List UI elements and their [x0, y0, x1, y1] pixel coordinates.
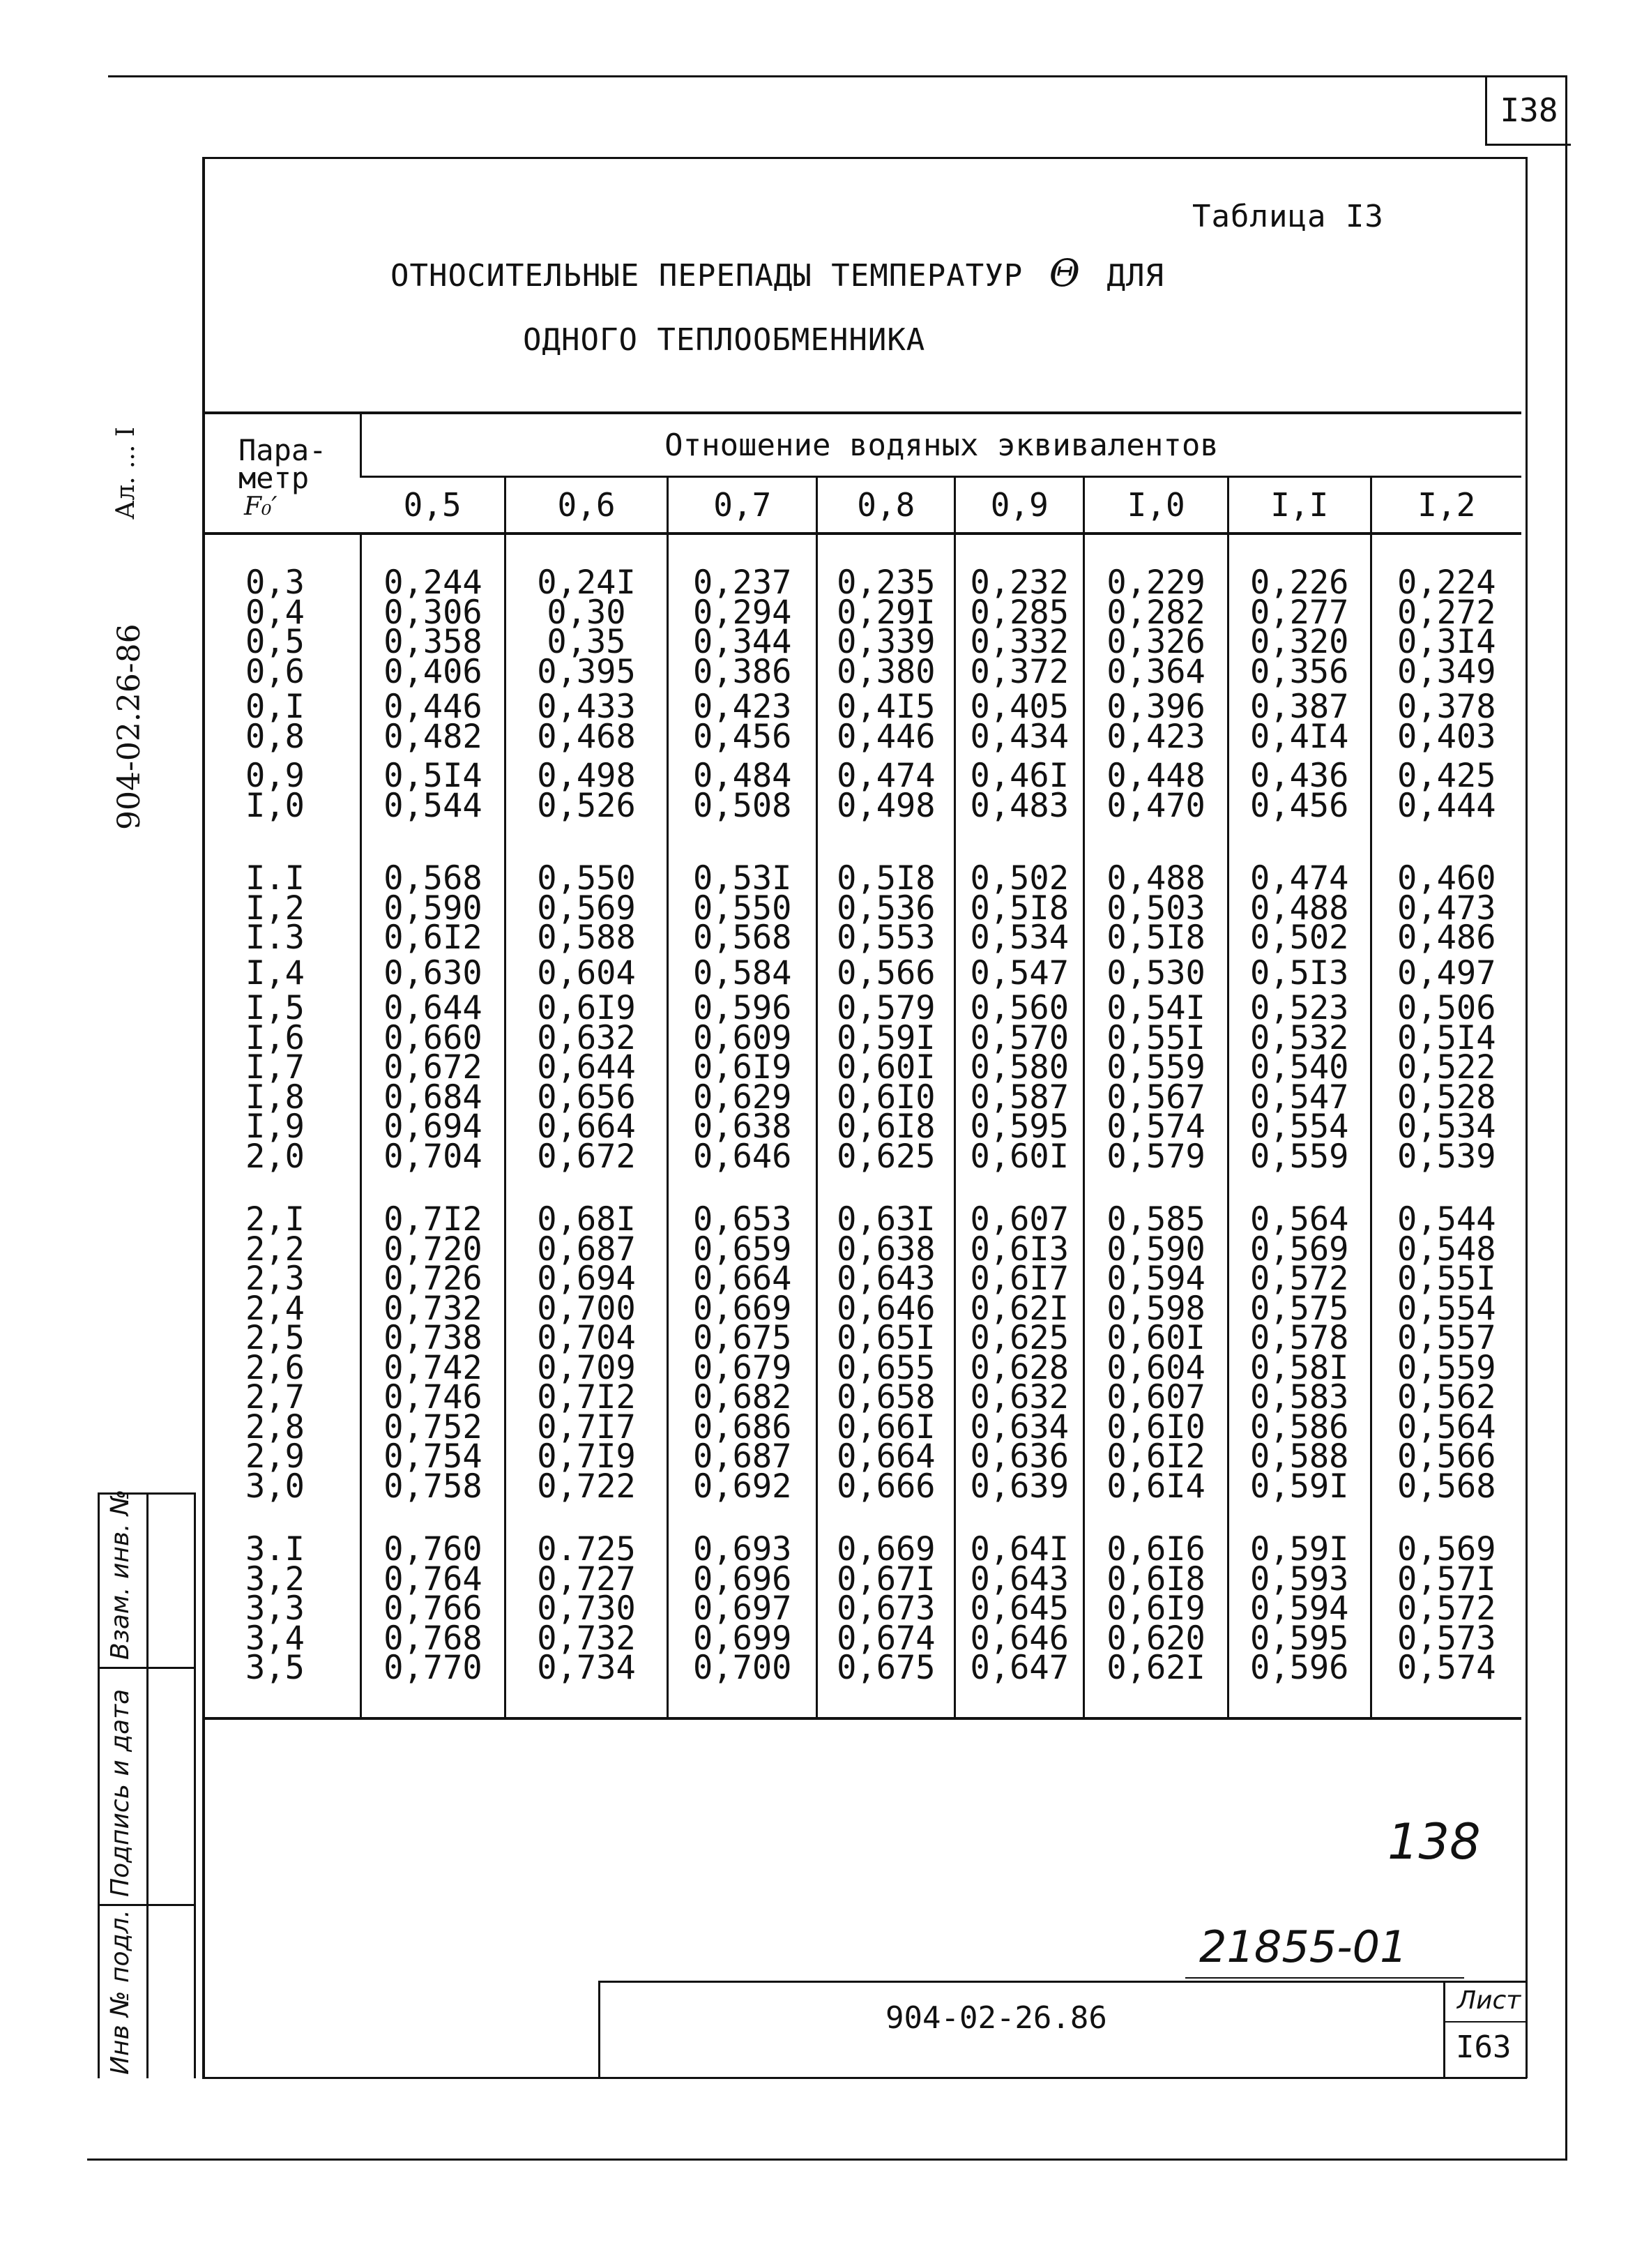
table-cell-values: 0,568 0,590 0,6I2 — [360, 821, 505, 953]
param-values: I.I I,2 I.3 — [245, 859, 305, 957]
column-header: 0,7 — [668, 477, 817, 534]
table-cell-values: 0,5I8 0,536 0,553 — [817, 821, 955, 953]
table-row-group — [204, 752, 1521, 821]
table-cell-values: 0,68I 0,687 0,694 0,700 0,704 0,709 0,7I2 0,7I7 0,7I9 0,722 — [505, 1172, 668, 1502]
table-cell-values: 0,5I4 0,544 — [360, 752, 505, 821]
spacer-cell — [817, 1684, 955, 1718]
margin-stamp-h2 — [98, 1904, 195, 1906]
table-cell-values: 0,24I 0,30 0,35 0,395 — [505, 534, 668, 687]
param-symbol: F₀′ — [244, 492, 277, 521]
spacer-cell — [955, 1684, 1084, 1718]
title-text: ОТНОСИТЕЛЬНЫЕ ПЕРЕПАДЫ ТЕМПЕРАТУР — [390, 258, 1024, 294]
table-cell-values: 0,229 0,282 0,326 0,364 — [1084, 534, 1228, 687]
top-border — [108, 75, 1567, 77]
table-cell-values: 0,484 0,508 — [668, 752, 817, 821]
spacer-cell — [1084, 1684, 1228, 1718]
table-cell-values: 0,523 0,532 0,540 0,547 0,554 0,559 — [1228, 988, 1371, 1172]
table-cell-values: 0,232 0,285 0,332 0,372 — [955, 534, 1084, 687]
table-cell-values: 0,566 — [817, 953, 955, 989]
handwritten-underline — [1185, 1977, 1464, 1979]
table-cell-values: 0,446 0,482 — [360, 687, 505, 752]
margin-stamp-right — [194, 1492, 196, 2078]
table-cell-values: 0,7I2 0,720 0,726 0,732 0,738 0,742 0,746 0,752 0,754 0,758 — [360, 1172, 505, 1502]
stamp-left-line — [598, 1981, 600, 2078]
param-values: 0,I 0,8 — [245, 688, 305, 756]
table-cell-values: 0,6I9 0,632 0,644 0,656 0,664 0,672 — [505, 988, 668, 1172]
table-cell-values: 0,474 0,498 — [817, 752, 955, 821]
document-code: 904-02-26.86 — [885, 2000, 1107, 2036]
param-values: 3.I 3,2 3,3 3,4 3,5 — [245, 1530, 305, 1687]
handwritten-archive-code: 21855-01 — [1199, 1921, 1408, 1972]
column-header: 0,8 — [817, 477, 955, 534]
param-values: 0,9 I,0 — [245, 757, 305, 825]
spacer-cell — [204, 1684, 360, 1718]
table-cell-values: 0,644 0,660 0,672 0,684 0,694 0,704 — [360, 988, 505, 1172]
table-cell-values: 0,653 0,659 0,664 0,669 0,675 0,679 0,682 0,686 0,687 0,692 — [668, 1172, 817, 1502]
margin-label-inv: Инв № подл. — [106, 1910, 135, 2075]
table-row-group — [204, 953, 1521, 989]
margin-label-replace: Взам. инв. № — [106, 1489, 135, 1660]
ratio-header: Отношение водяных эквивалентов — [360, 413, 1521, 477]
table-cell-values: 0,585 0,590 0,594 0,598 0,60I 0,604 0,607 0,6I0 0,6I2 0,6I4 — [1084, 1172, 1228, 1502]
column-header: 0,5 — [360, 477, 505, 534]
table-cell-values: 0,569 0,57I 0,572 0,573 0,574 — [1371, 1502, 1521, 1684]
table-cell-values: 0,474 0,488 0,502 — [1228, 821, 1371, 953]
side-album-label: Ал. ... I — [112, 426, 140, 520]
column-header: 0,9 — [955, 477, 1084, 534]
table-row-group — [204, 988, 1521, 1172]
table-cell-values: 0,224 0,272 0,3I4 0,349 — [1371, 534, 1521, 687]
table-cell-values: 0,497 — [1371, 953, 1521, 989]
table-spacer-row — [204, 1684, 1521, 1718]
handwritten-page-number: 138 — [1387, 1813, 1481, 1870]
table-cell-values: 0,502 0,5I8 0,534 — [955, 821, 1084, 953]
title-text-end: ДЛЯ — [1106, 258, 1164, 294]
table-row-group — [204, 821, 1521, 953]
table-cell-values: 0,237 0,294 0,344 0,386 — [668, 534, 817, 687]
table-label: Таблица I3 — [1192, 199, 1384, 234]
table-cell-values: 0,405 0,434 — [955, 687, 1084, 752]
table-cell-values: 0,54I 0,55I 0,559 0,567 0,574 0,579 — [1084, 988, 1228, 1172]
table-cell-values: 0,396 0,423 — [1084, 687, 1228, 752]
table-cell-values: 0,235 0,29I 0,339 0,380 — [817, 534, 955, 687]
table-cell-values: 0,226 0,277 0,320 0,356 — [1228, 534, 1371, 687]
table-cell-values: 0,544 0,548 0,55I 0,554 0,557 0,559 0,562 0,564 0,566 0,568 — [1371, 1172, 1521, 1502]
table-cell-values: 0,669 0,67I 0,673 0,674 0,675 — [817, 1502, 955, 1684]
temperature-table — [204, 411, 1521, 1720]
param-values: I,4 — [245, 953, 305, 992]
table-cell-values: 0,506 0,5I4 0,522 0,528 0,534 0,539 — [1371, 988, 1521, 1172]
table-cell-values: 0,604 — [505, 953, 668, 989]
table-cell-values: 0,59I 0,593 0,594 0,595 0,596 — [1228, 1502, 1371, 1684]
table-cell-values: 0,630 — [360, 953, 505, 989]
margin-stamp-div1 — [146, 1492, 149, 2078]
table-cell-values: 0,6I6 0,6I8 0,6I9 0,620 0,62I — [1084, 1502, 1228, 1684]
param-header-label: Пара- метр — [238, 433, 327, 495]
table-cell-values: 0,760 0,764 0,766 0,768 0,770 — [360, 1502, 505, 1684]
table-cell-values: 0,564 0,569 0,572 0,575 0,578 0,58I 0,583 0,586 0,588 0,59I — [1228, 1172, 1371, 1502]
table-row-group — [204, 534, 1521, 687]
table-row-group — [204, 1502, 1521, 1684]
table-cell-values: 0,378 0,403 — [1371, 687, 1521, 752]
table-cell-values: 0,584 — [668, 953, 817, 989]
table-cell-values: 0,433 0,468 — [505, 687, 668, 752]
right-border — [1565, 75, 1567, 2161]
sheet-number-top: I38 — [1485, 77, 1571, 146]
param-values: 0,3 0,4 0,5 0,6 — [245, 564, 305, 691]
table-cell-values: 0,460 0,473 0,486 — [1371, 821, 1521, 953]
table-cell-values: 0,607 0,6I3 0,6I7 0,62I 0,625 0,628 0,632 0,634 0,636 0,639 — [955, 1172, 1084, 1502]
sheet-number: I63 — [1456, 2029, 1512, 2065]
spacer-cell — [505, 1684, 668, 1718]
table-cell-values: 0,64I 0,643 0,645 0,646 0,647 — [955, 1502, 1084, 1684]
column-header: I,I — [1228, 477, 1371, 534]
theta-symbol: Θ — [1049, 251, 1081, 295]
title-line-1 — [390, 251, 1164, 295]
table-cell-values: 0,693 0,696 0,697 0,699 0,700 — [668, 1502, 817, 1684]
sheet-label: Лист — [1457, 1986, 1521, 2015]
table-cell-values: 0,596 0,609 0,6I9 0,629 0,638 0,646 — [668, 988, 817, 1172]
table-cell-values: 0.725 0,727 0,730 0,732 0,734 — [505, 1502, 668, 1684]
inner-right-border — [1526, 157, 1528, 2078]
table-cell-values: 0,498 0,526 — [505, 752, 668, 821]
margin-label-sign: Подпись и дата — [106, 1688, 135, 1897]
column-header: I,0 — [1084, 477, 1228, 534]
param-header — [204, 413, 360, 534]
table-cell-values: 0,488 0,503 0,5I8 — [1084, 821, 1228, 953]
table-cell-values: 0,46I 0,483 — [955, 752, 1084, 821]
param-values: 2,I 2,2 2,3 2,4 2,5 2,6 2,7 2,8 2,9 3,0 — [245, 1200, 305, 1506]
table-row-group — [204, 1172, 1521, 1502]
table-cell-values: 0,560 0,570 0,580 0,587 0,595 0,60I — [955, 988, 1084, 1172]
table-cell-values: 0,5I3 — [1228, 953, 1371, 989]
column-header: I,2 — [1371, 477, 1521, 534]
margin-stamp-left — [98, 1492, 100, 2078]
column-header: 0,6 — [505, 477, 668, 534]
table-cell-values: 0,425 0,444 — [1371, 752, 1521, 821]
margin-stamp-h1 — [98, 1667, 195, 1669]
table-cell-values: 0,436 0,456 — [1228, 752, 1371, 821]
param-values: I,5 I,6 I,7 I,8 I,9 2,0 — [245, 989, 305, 1176]
spacer-cell — [1371, 1684, 1521, 1718]
table-cell-values: 0,579 0,59I 0,60I 0,6I0 0,6I8 0,625 — [817, 988, 955, 1172]
title-line-2: ОДНОГО ТЕПЛООБМЕННИКА — [523, 322, 926, 358]
spacer-cell — [360, 1684, 505, 1718]
table-cell-values: 0,4I5 0,446 — [817, 687, 955, 752]
bottom-border — [87, 2159, 1567, 2161]
inner-bottom-border — [202, 2077, 1527, 2079]
table-cell-values: 0,387 0,4I4 — [1228, 687, 1371, 752]
table-cell-values: 0,423 0,456 — [668, 687, 817, 752]
table-cell-values: 0,53I 0,550 0,568 — [668, 821, 817, 953]
table-row-group — [204, 687, 1521, 752]
table-cell-values: 0,448 0,470 — [1084, 752, 1228, 821]
inner-top-border — [202, 157, 1527, 159]
table-cell-values: 0,550 0,569 0,588 — [505, 821, 668, 953]
table-cell-values: 0,244 0,306 0,358 0,406 — [360, 534, 505, 687]
stamp-mid-line — [1443, 2021, 1527, 2023]
stamp-top-line — [598, 1981, 1527, 1983]
spacer-cell — [1228, 1684, 1371, 1718]
table-cell-values: 0,63I 0,638 0,643 0,646 0,65I 0,655 0,658 0,66I 0,664 0,666 — [817, 1172, 955, 1502]
spacer-cell — [668, 1684, 817, 1718]
stamp-divider — [1443, 1981, 1445, 2078]
table-cell-values: 0,547 — [955, 953, 1084, 989]
side-document-code: 904-02.26-86 — [112, 623, 147, 830]
table-cell-values: 0,530 — [1084, 953, 1228, 989]
